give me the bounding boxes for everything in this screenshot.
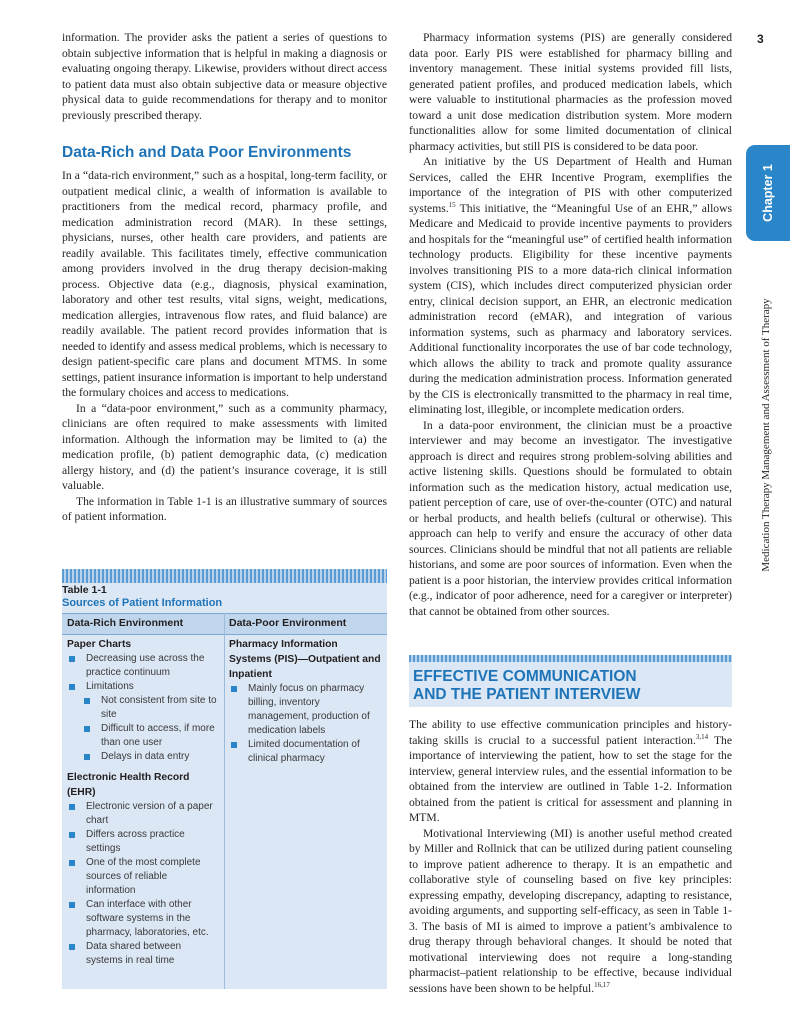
list-item: Differs across practice settings [67,828,217,856]
heading-text: EFFECTIVE COMMUNICATION AND THE PATIENT INTERVIEW [413,668,641,703]
paragraph-data-poor: In a “data-poor environment,” such as a community pharmacy, clinicians are often required to make assessments with limited information. Although the information may be limited to (a) the medication profile, (b) patient demographic data, (c) medication allergy history, and (d) the patient’s insurance coverage, it is still valuable. [62,401,387,492]
table-column-data-rich [67,637,217,968]
table-stripe [62,569,387,583]
table-group-paper-charts: Paper Charts [67,639,132,650]
right-column [409,30,732,996]
square-bullet-icon [84,754,90,760]
table-header-data-rich: Data-Rich Environment [67,617,184,629]
list-item: Electronic version of a paper chart [67,800,217,828]
list-item: Not consistent from site to site [67,694,217,722]
list-item: Data shared between systems in real time [67,940,217,968]
section-heading-communication [409,655,732,707]
table-column-divider [224,613,225,989]
square-bullet-icon [84,726,90,732]
square-bullet-icon [69,832,75,838]
table-label: Table 1-1 [62,584,107,596]
list-item: Limited documentation of clinical pharmacy [229,738,381,766]
table-1-1 [62,569,387,989]
page-number: 3 [757,32,764,46]
list-item: Difficult to access, if more than one user [67,722,217,750]
intro-paragraph: information. The provider asks the patient a series of questions to obtain subjective information that is helpful in making a diagnosis or evaluating ongoing therapy. Likewise, providers without direct access to patient data must also obtain subjective data or measure objective physical data to guide recommendations for therapy and to monitor previously prescribed therapy. [62,31,387,122]
paragraph-communication: The ability to use effective communication principles and history-taking skills is crucial to a successful patient interaction.$^{3,14}$ The importance of interviewing the patient, how to set the stage for the interview, general interview rules, and the essential information to be obtained from the interview are outlined in Table 1-2. Information obtained from the patient is critical for assessment and planning in MTM. [409,718,732,824]
paragraph-ehr-incentive: An initiative by the US Department of Health and Human Services, called the EHR Incentive Program, exemplifies the importance of the integration of PIS with other computerized systems.$^{15}$ This initiative, the “Meaningful Use of an EHR,” allows Medicare and Medicaid to provide incentive payments to providers and hospitals for the “meaningful use” of certified health information technology products. Eligibility for these incentive payments involves transitioning PIS to a more data-rich clinical information system (CIS), which includes direct computerized physician order entry, clinical decision support, an EHR, an electronic medication administration record (eMAR), and integration of various information systems, such as pharmacy and laboratory services. Additional functionality incorporates the use of bar code technology, which allows the ability to track and promote quality assurance during the medication administration process. Information generated by the CIS is electronically transmitted to the pharmacy in real time, eliminating lost, illegible, or incomplete medication orders. [409,155,732,416]
paragraph-data-rich: In a “data-rich environment,” such as a hospital, long-term facility, or outpatient medical clinic, a wealth of information is available to practitioners from the medical record, pharmacy profile, and medication administration record (MAR). In these settings, physicians, nurses, other health care providers, and patients are readily available. This facilitates timely, effective communication among providers involved in the drug therapy decision-making process. Objective data (e.g., diagnosis, physical examination, laboratory and other test results, vital signs, weight, medications, medication allergies, intravenous flow rates, and fluid balance) are readily available. The patient record provides information that is needed to identify and assess medical problems, which is necessary to design patient-specific care plans and document MTMS. In some settings, patient insurance information is important to help understand the formulary choices and access to medications. [62,169,387,399]
chapter-tab-label: Chapter 1 [761,164,775,222]
square-bullet-icon [69,860,75,866]
list-item: Decreasing use across the practice continuum [67,652,217,680]
list-item: Delays in data entry [67,750,217,764]
paragraph-interviewer: In a data-poor environment, the clinician must be a proactive interviewer and may become an investigator. The investigative approach is direct and requires strong problem-solving abilities and active listening skills. Questions should be formulated to obtain information such as the medication history, actual medication use, patient perception of care, use of over-the-counter (OTC) and natural or herbal products, and health beliefs (cultural or otherwise). This approach can help to verify and ensure the accuracy of other data sources. Clinicians should be mindful that not all patients are reliable historians, and some are poor sources of information. Even when the patient is a poor historian, the interview provides critical information (e.g., indicator of poor adherence, need for a caregiver or interpreter) that cannot be obtained from other sources. [409,418,732,618]
list-item: One of the most complete sources of reliable information [67,856,217,898]
table-group-ehr: Electronic Health Record (EHR) [67,772,190,798]
chapter-tab [746,145,790,241]
citation: 15 [448,200,456,209]
table-group-pis: Pharmacy Information Systems (PIS)—Outpatient and Inpatient [229,639,381,680]
square-bullet-icon [84,698,90,704]
square-bullet-icon [231,686,237,692]
paragraph-table-reference: The information in Table 1-1 is an illustrative summary of sources of patient information. [62,494,387,523]
square-bullet-icon [69,804,75,810]
citation: 3,14 [695,732,709,741]
square-bullet-icon [69,944,75,950]
table-column-data-poor [229,637,381,766]
square-bullet-icon [69,656,75,662]
table-caption: Sources of Patient Information [62,597,223,609]
heading-stripe [409,655,732,662]
list-item: Mainly focus on pharmacy billing, inventory management, production of medication labels [229,682,381,738]
square-bullet-icon [231,742,237,748]
left-column [62,30,387,525]
citation: 16,17 [594,980,610,989]
paragraph-motivational-interviewing: Motivational Interviewing (MI) is another useful method created by Miller and Rollnick that can be utilized during patient counseling to improve patient adherence to therapy. It is an empathetic and collaborative style of counseling based on five key principles: expressing empathy, developing discrepancy, adapting to resistance, avoiding arguments, and supporting self-efficacy, as seen in Table 1-3. The basis of MI is aimed to improve a patient’s ambivalence to drug therapy through behavioral changes. It should be noted that motivational interviewing does not require a long-standing pharmacist–patient relationship to be effective, because individual sessions have been shown to be helpful.$^{16,17}$ [409,826,732,995]
running-title: Medication Therapy Management and Assessment of Therapy [760,298,772,572]
square-bullet-icon [69,684,75,690]
paragraph-pis: Pharmacy information systems (PIS) are generally considered data poor. Early PIS were established for pharmacy billing and inventory management. These initial systems provided fill lists, generated patient profiles, and produced medication labels, which were valuable to institutional pharmacies as the profession moved toward a unit dose medication distribution system. More modern functionalities allow for some limited documentation of clinical pharmacy activities, but still PIS is considered to be data poor. [409,31,732,153]
section-heading-data-environments: Data-Rich and Data Poor Environments [62,144,352,161]
table-header-data-poor: Data-Poor Environment [229,617,347,629]
list-item: Can interface with other software systems in the pharmacy, laboratories, etc. [67,898,217,940]
square-bullet-icon [69,902,75,908]
list-item: Limitations [67,680,217,694]
